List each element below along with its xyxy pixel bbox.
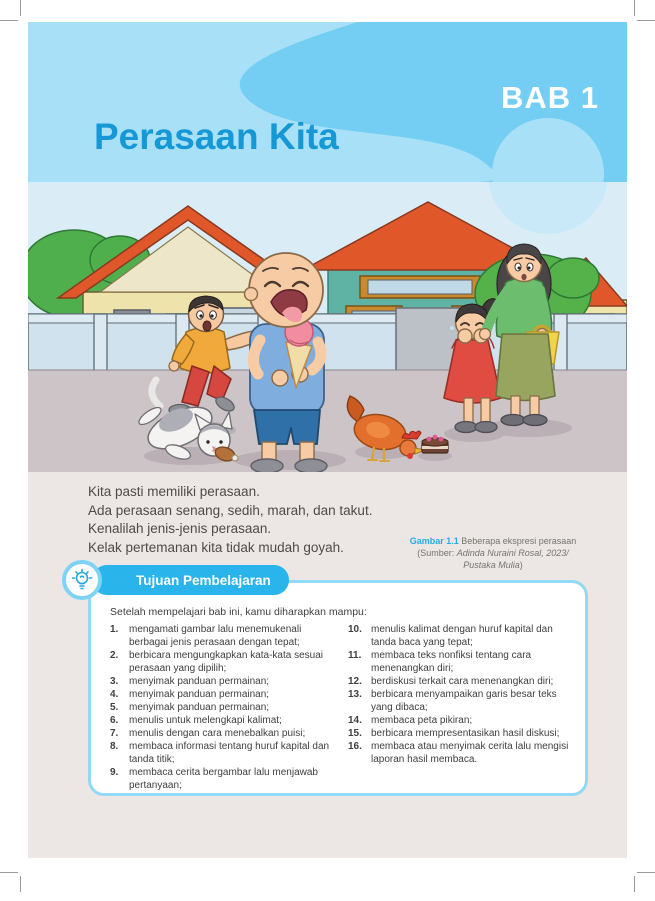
figure-caption bbox=[393, 535, 593, 571]
objectives-intro: Setelah mempelajari bab ini, kamu diharapkan mampu: bbox=[110, 606, 367, 618]
page-body bbox=[28, 22, 627, 858]
objective-item: 6. menulis untuk melengkapi kalimat; bbox=[110, 715, 282, 726]
objective-item: 1. mengamati gambar lalu menemukenali berbagai jenis perasaan dengan tepat; bbox=[110, 624, 302, 648]
figure-caption-source-suffix: ) bbox=[519, 560, 523, 570]
figure-caption-description: Beberapa ekspresi perasaan bbox=[461, 536, 577, 546]
crop-mark bbox=[634, 876, 635, 892]
objective-item: 10. menulis kalimat dengan huruf kapital dan tanda baca yang tepat; bbox=[348, 624, 553, 648]
objective-item: 9. membaca cerita bergambar lalu menjawab pertanyaan; bbox=[110, 767, 318, 791]
objectives-heading: Tujuan Pembelajaran bbox=[136, 572, 271, 588]
objectives-column-left bbox=[110, 623, 334, 792]
intro-line: Ada perasaan senang, sedih, marah, dan takut. bbox=[88, 502, 373, 518]
objective-item: 11. membaca teks nonfiksi tentang cara menenangkan diri; bbox=[348, 650, 532, 674]
objective-item: 5. menyimak panduan permainan; bbox=[110, 702, 270, 713]
objectives-heading-pill bbox=[92, 565, 289, 595]
lightbulb-icon bbox=[70, 568, 94, 592]
crop-mark bbox=[637, 20, 655, 21]
intro-paragraph bbox=[88, 483, 372, 557]
chapter-badge: BAB 1 bbox=[500, 80, 599, 115]
objective-item: 2. berbicara mengungkapkan kata-kata sesuai perasaan yang dipilih; bbox=[110, 650, 324, 674]
figure-caption-source: Adinda Nuraini Rosal, 2023/ bbox=[456, 548, 569, 558]
objectives-column-right bbox=[348, 623, 572, 792]
crop-mark bbox=[634, 0, 635, 16]
objective-item: 3. menyimak panduan permainan; bbox=[110, 676, 270, 687]
figure-caption-source-prefix: (Sumber: bbox=[417, 548, 457, 558]
crop-mark bbox=[637, 872, 655, 873]
page-title: Perasaan Kita bbox=[94, 116, 339, 157]
crop-mark bbox=[0, 872, 18, 873]
intro-line: Kelak pertemanan kita tidak mudah goyah. bbox=[88, 539, 344, 555]
figure-caption-source2: Pustaka Mulia bbox=[463, 560, 520, 570]
objective-item: 7. menulis dengan cara menebalkan puisi; bbox=[110, 728, 306, 739]
objective-item: 16. membaca atau menyimak cerita lalu mengisi laporan hasil membaca. bbox=[348, 741, 569, 765]
figure-caption-label: Gambar 1.1 bbox=[409, 536, 459, 546]
crop-mark bbox=[20, 0, 21, 16]
objective-item: 8. membaca informasi tentang huruf kapital dan tanda titik; bbox=[110, 741, 330, 765]
scene-illustration bbox=[28, 182, 627, 472]
objective-item: 12. berdiskusi terkait cara menenangkan diri; bbox=[348, 676, 554, 687]
chapter-header bbox=[28, 22, 627, 182]
objectives-badge bbox=[62, 560, 102, 600]
intro-line: Kita pasti memiliki perasaan. bbox=[88, 484, 260, 499]
objective-item: 13. berbicara menyampaikan garis besar teks yang dibaca; bbox=[348, 689, 557, 713]
objective-item: 15. berbicara mempresentasikan hasil diskusi; bbox=[348, 728, 560, 739]
objective-item: 4. menyimak panduan permainan; bbox=[110, 689, 270, 700]
crop-mark bbox=[0, 20, 18, 21]
objective-item: 14. membaca peta pikiran; bbox=[348, 715, 473, 726]
intro-line: Kenalilah jenis-jenis perasaan. bbox=[88, 521, 272, 536]
objectives-list bbox=[110, 623, 572, 792]
crop-mark bbox=[20, 876, 21, 892]
